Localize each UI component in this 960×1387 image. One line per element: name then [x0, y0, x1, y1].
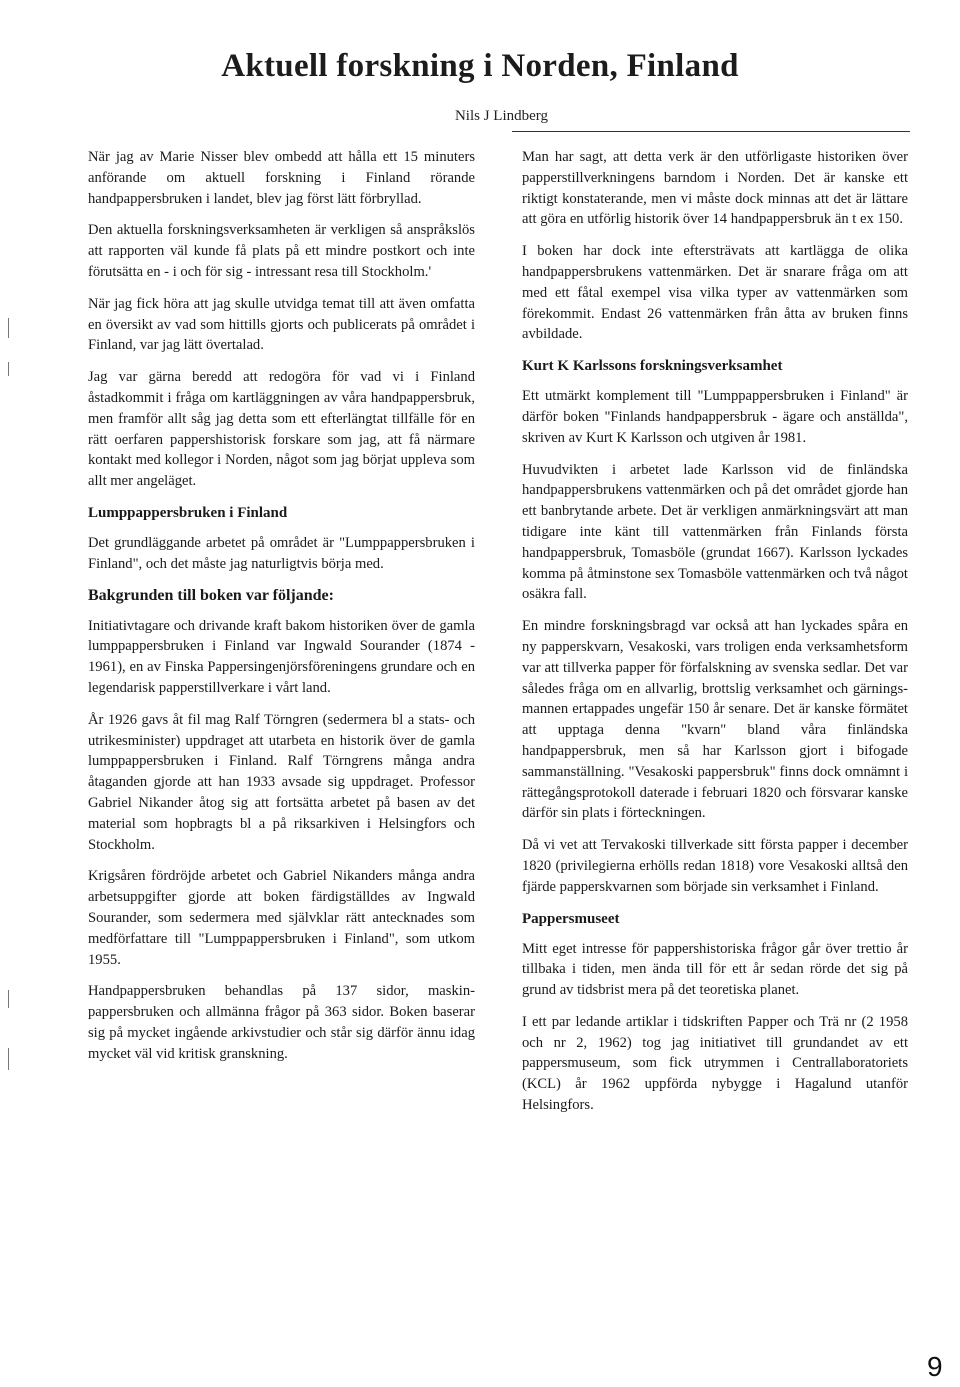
header-rule: [512, 131, 910, 132]
right-column: [522, 147, 908, 1127]
margin-mark: [8, 362, 9, 376]
paragraph: Den aktuella forskningsverksamheten är verkligen så anspråkslös att rapporten väl kunde få plats på ett mindre postkort och inte förutsätta en - i och för sig - intressant resa till Stockholm.': [88, 222, 475, 280]
paragraph: Handpappersbruken behandlas på 137 sidor, maskinpappersbruken och allmänna frågor på 363 sidor. Boken baserar sig på mycket ingående arkivstudier och står sig därför ännu idag mycket väl vid kritisk granskning.: [88, 983, 475, 1062]
paragraph: Jag var gärna beredd att redogöra för vad vi i Finland åstadkommit i fråga om kartläggningen av våra handpappersbruk, men framför allt såg jag detta som ett efterlängtat tillfälle för en rätt oerfaren pappershistorisk forskare som jag, att få närmare kontakt med kollegor i Norden, något som jag börjat uppleva som allt mer angeläget.: [88, 369, 475, 490]
paragraph: Huvudvikten i arbetet lade Karlsson vid de finländska handpappersbrukens vattenmärken och på det området gjorde han ett banbrytande arbete. Det är verkligen anmärkningsvärt att man tidigare inte känt till vattenmärken från Finlands första handpappersbruk, Tomasböle (grundat 1667). Karlsson lyckades komma på åtminstone sex Tomasböle vattenmärken och två något osäkra fall.: [522, 461, 908, 603]
paragraph: I boken har dock inte eftersträvats att kartlägga de olika handpappersbrukens vattenmärken. Det är snarare fråga om att med ett fåtal exempel visa vilka typer av vattenmärken som förekommit. Endast 26 vattenmärken från åtta av bruken finns avbildade.: [522, 243, 908, 343]
section-heading: Kurt K Karlssons forskningsverksamhet: [522, 358, 783, 375]
paragraph: Man har sagt, att detta verk är den utförligaste historiken över papperstillverkningens barndom i Norden. Det är kanske ett riktigt konstaterande, men vi måste dock minnas att det är lättare att göra en utförlig historik över 14 handpappersbruk än t ex 150.: [522, 149, 908, 228]
margin-mark: [8, 1048, 9, 1070]
paragraph: Mitt eget intresse för pappershistoriska frågor går över trettio år tillbaka i tiden, men ända till för ett år sedan rörde det sig på grund av tidsbrist mera på det teoretiska planet.: [522, 940, 908, 999]
paragraph: Ett utmärkt komplement till "Lumppappersbruken i Finland" är därför boken "Finlands handpappersbruk - ägare och anställda", skriven av Kurt K Karlsson och utgiven år 1981.: [522, 388, 908, 446]
margin-mark: [8, 990, 9, 1008]
section-heading: Pappersmuseet: [522, 910, 620, 927]
section-heading: Lumppappersbruken i Finland: [88, 504, 288, 521]
paragraph: När jag fick höra att jag skulle utvidga temat till att även omfatta en översikt av vad som hittills gjorts och publicerats på området i Finland, var jag lätt övertalad.: [88, 295, 475, 354]
paragraph: Initiativtagare och drivande kraft bakom historiken över de gamla lumppappersbruken i Finland var Ingwald Sourander (1874 - 1961), en av Finska Pappersingenjörsföreningens grundare och en legendarisk papperstillverkare i vårt land.: [88, 617, 475, 696]
margin-mark: [8, 318, 9, 338]
page-number: 9: [927, 1351, 943, 1382]
paragraph: En mindre forskningsbragd var också att han lyckades spåra en ny papperskvarn, Vesakoski, vars troligen enda verksamhetsform var att tillverka papper för förfalskning av svenska sedlar. Det var således fråga om en allvarlig, brottslig verksamhet och gärningsmannen ertappades ungefär 150 år senare. Det är kanske förmätet att upptaga denna "kvarn" bland våra finländska handpappersbruk, men så har Karlsson gjort i bifogade sammanställning. "Vesakoski pappersbruk" finns dock omnämnt i rättegångsprotokoll daterade i februari 1820 och försvarar kanske därför sin plats i förteckningen.: [522, 618, 908, 822]
paragraph: Då vi vet att Tervakoski tillverkade sitt första papper i december 1820 (privilegierna erhölls redan 1818) vore Vesakoski alltså den fjärde papperskvarnen som började sin verksamhet i Finland.: [522, 837, 908, 895]
paragraph: I ett par ledande artiklar i tidskriften Papper och Trä nr (2 1958 och nr 2, 1962) tog jag initiativet till grundandet av ett pappersmuseum, som fick utrymmen i Centrallaboratoriets (KCL) år 1962 uppförda nybygge i Hagalund utanför Helsingfors.: [522, 1013, 908, 1114]
left-column: [88, 147, 475, 1075]
paragraph: År 1926 gavs åt fil mag Ralf Törngren (sedermera bl a stats- och utrikesminister) uppdraget att utarbeta en historik över de gamla lumppappersbruken i Finland. Ralf Törngrens många andra åtaganden gjorde att han 1933 avsade sig uppdraget. Professor Gabriel Nikander åtog sig att fortsätta arbetet på basen av det material som hopbragts bl a på riksarkiven i Helsingfors och Stockholm.: [88, 711, 475, 853]
author-name: Nils J Lindberg: [454, 108, 548, 124]
paragraph: När jag av Marie Nisser blev ombedd att hålla ett 15 minuters anförande om aktuell forskning i Finland rörande handpappersbruken i landet, blev jag först lätt förbryllad.: [88, 149, 475, 207]
section-heading: Bakgrunden till boken var följande:: [88, 586, 334, 604]
paragraph: Krigsåren fördröjde arbetet och Gabriel Nikanders många andra arbetsuppgifter gjorde att boken färdigställdes av Ingwald Sourander, som sedermera med självklar rätt antecknades som medförfattare till "Lumppappersbruken i Finland", som utkom 1955.: [88, 868, 475, 968]
article-title: Aktuell forskning i Norden, Finland: [221, 48, 739, 84]
paragraph: Det grundläggande arbetet på området är "Lumppappersbruken i Finland", och det måste jag naturligtvis börja med.: [88, 534, 475, 572]
